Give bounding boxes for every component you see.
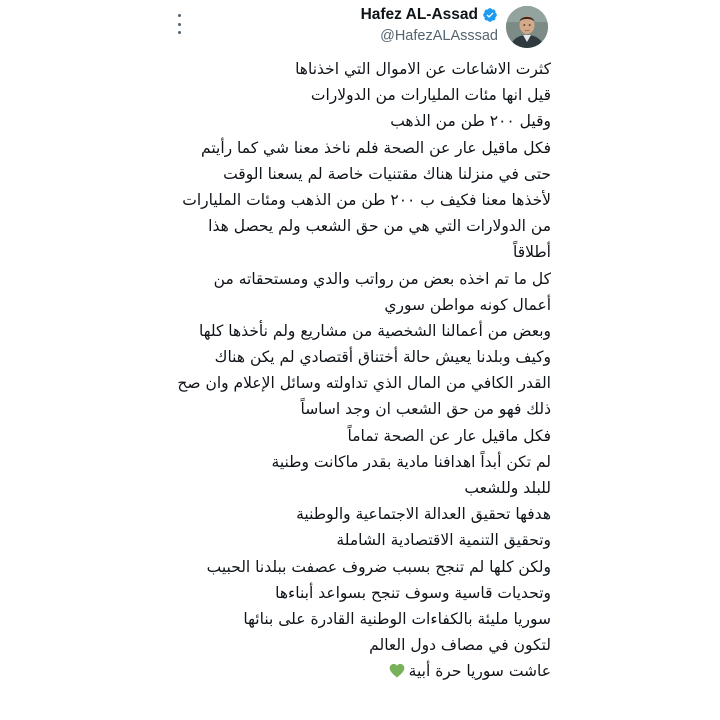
tweet-line: لأخذها معنا فكيف ب ٢٠٠ طن من الذهب ومئات المليارات: [182, 190, 551, 209]
tweet-line: ذلك فهو من حق الشعب ان وجد اساساً: [300, 400, 551, 419]
tweet-line: هدفها تحقيق العدالة الاجتماعية والوطنية: [296, 505, 551, 524]
tweet-line: لم تكن أبداً اهدافنا مادية بقدر ماكانت وطنية: [271, 452, 551, 471]
tweet-text: [161, 56, 551, 685]
tweet-line: لتكون في مصاف دول العالم: [369, 636, 551, 655]
tweet-line: فكل ماقيل عار عن الصحة تماماً: [347, 426, 551, 445]
tweet-author[interactable]: [361, 4, 498, 44]
tweet-line: قيل انها مئات المليارات من الدولارات: [310, 86, 551, 105]
more-options-icon[interactable]: [173, 14, 185, 34]
tweet-line: فكل ماقيل عار عن الصحة فلم ناخذ معنا شي كما رأيتم: [201, 138, 551, 157]
tweet-line: من الدولارات التي هي من حق الشعب ولم يحصل هذا: [208, 217, 551, 236]
tweet-line: أطلاقاً: [512, 243, 551, 262]
tweet-line-text: عاشت سوريا حرة أبية: [408, 662, 551, 681]
tweet-line: ولكن كلها لم تنجح بسبب ضروف عصفت ببلدنا الحبيب: [206, 557, 551, 576]
tweet-line: وتحقيق التنمية الاقتصادية الشاملة: [336, 531, 551, 550]
tweet-line: أعمال كونه مواطن سوري: [384, 295, 551, 314]
tweet-line: سوريا مليئة بالكفاءات الوطنية القادرة على بنائها: [243, 609, 551, 628]
tweet-line: القدر الكافي من المال الذي تداولته وسائل الإعلام وان صح: [177, 374, 551, 393]
tweet-line: وكيف وبلدنا يعيش حالة أختناق أقتصادي لم يكن هناك: [214, 348, 551, 367]
tweet-last-line: [161, 658, 551, 684]
tweet-line: كثرت الاشاعات عن الاموال التي اخذناها: [295, 60, 551, 78]
author-handle[interactable]: @HafezALAsssad: [380, 28, 498, 44]
author-display-name[interactable]: Hafez AL-Assad: [360, 6, 478, 23]
avatar[interactable]: [506, 6, 548, 48]
verified-badge-icon: [482, 7, 498, 23]
green-heart-icon: [389, 663, 405, 678]
tweet-line: وقيل ٢٠٠ طن من الذهب: [390, 112, 551, 131]
tweet-line: وتحديات قاسية وسوف تنجح بسواعد أبناءها: [275, 583, 551, 602]
tweet-line: كل ما تم اخذه بعض من رواتب والدي ومستحقاته من: [213, 269, 551, 288]
tweet-line: وبعض من أعمالنا الشخصية من مشاريع ولم نأخذها كلها: [199, 321, 551, 340]
tweet-line: للبلد وللشعب: [464, 479, 551, 497]
tweet-line: حتى في منزلنا هناك مقتنيات خاصة لم يسعنا الوقت: [223, 164, 551, 183]
